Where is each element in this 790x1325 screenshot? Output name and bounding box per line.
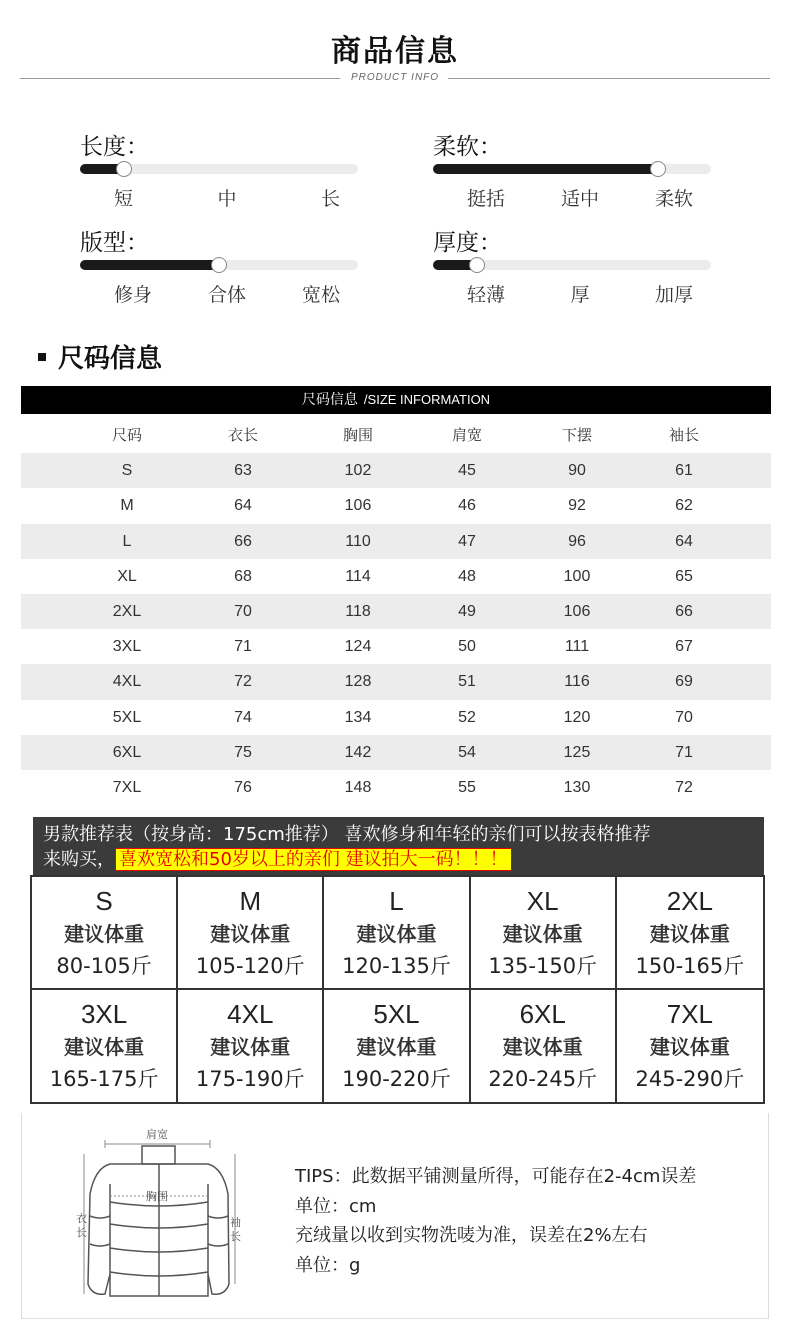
size-table-cell: 66 <box>234 532 252 550</box>
size-table-cell: M <box>120 497 134 515</box>
size-table-header-cell: 胸围 <box>342 426 373 444</box>
size-table-cell: 65 <box>675 567 693 585</box>
shoulder-label: 肩宽 <box>146 1128 168 1141</box>
attribute-ticks <box>433 184 711 211</box>
sleeve-label-b: 长 <box>230 1230 241 1243</box>
attribute-0 <box>80 132 358 211</box>
size-table-row <box>21 488 771 523</box>
size-table-cell: S <box>121 462 133 480</box>
attribute-slider-track <box>433 164 711 174</box>
size-table-cell: 128 <box>344 673 372 691</box>
recommend-weight: 190-220斤 <box>342 1066 451 1091</box>
size-table-row <box>21 559 771 594</box>
size-table-cell: 148 <box>344 779 372 796</box>
attribute-tick: 适中 <box>560 188 599 210</box>
page-subtitle: PRODUCT INFO <box>350 72 440 83</box>
attribute-tick: 加厚 <box>654 284 693 306</box>
size-table-cell: 120 <box>563 708 591 726</box>
size-table-cell: 4XL <box>112 673 142 691</box>
length-label-a: 衣 <box>76 1212 87 1225</box>
jacket-diagram-icon <box>60 1124 260 1309</box>
size-table-row <box>21 700 771 735</box>
size-table-cell: 67 <box>675 638 693 656</box>
size-table-cell: 61 <box>675 462 693 480</box>
size-table-cell: 124 <box>344 638 372 656</box>
size-table-cell: 3XL <box>112 638 142 656</box>
size-table-cell: 110 <box>345 532 371 550</box>
size-table-cell: 90 <box>568 462 586 480</box>
size-table-header-cell: 袖长 <box>668 426 699 444</box>
recommend-suggest-label: 建议体重 <box>210 1034 291 1059</box>
size-table-header-cell: 衣长 <box>227 426 258 444</box>
size-table-cell: 62 <box>675 497 693 515</box>
size-table-cell: 54 <box>458 743 476 761</box>
recommend-weight: 150-165斤 <box>635 954 745 978</box>
size-table-cell: 70 <box>234 603 252 620</box>
recommend-suggest-label: 建议体重 <box>64 1034 145 1059</box>
size-table-cell: 64 <box>675 532 693 550</box>
size-table-cell: L <box>122 532 132 550</box>
attribute-tick: 轻薄 <box>467 284 506 306</box>
recommend-weight: 175-190斤 <box>195 1066 305 1091</box>
size-table-banner-en: /SIZE INFORMATION <box>363 392 491 407</box>
size-table-row <box>21 770 771 805</box>
recommend-suggest-label: 建议体重 <box>64 922 145 946</box>
recommend-weight: 220-245斤 <box>488 1066 598 1091</box>
size-table-cell: 51 <box>458 673 476 691</box>
size-table-header-cell: 肩宽 <box>451 426 482 444</box>
size-table-cell: 130 <box>563 779 591 796</box>
size-table-cell: 76 <box>234 779 252 796</box>
size-table-cell: 64 <box>234 497 252 515</box>
recommend-cell <box>324 990 470 1103</box>
size-table-cell: 50 <box>458 638 476 656</box>
size-table-header-cell: 下摆 <box>561 426 592 444</box>
recommend-size: M <box>239 886 262 916</box>
jacket-outline <box>88 1146 229 1296</box>
size-table-cell: 100 <box>563 567 591 585</box>
size-section-title: 尺码信息 <box>58 344 163 374</box>
size-table-row <box>21 664 771 699</box>
recommend-header <box>33 817 764 875</box>
page-title: 商品信息 <box>331 34 459 69</box>
size-table-cell: 106 <box>563 603 591 620</box>
size-table-cell: 48 <box>458 567 476 585</box>
size-table-cell: 52 <box>458 708 476 726</box>
attribute-slider-knob <box>116 161 132 177</box>
attribute-3 <box>433 228 711 307</box>
attribute-slider-track <box>433 260 711 270</box>
size-table-banner <box>21 386 771 414</box>
attribute-label: 长度： <box>80 134 149 160</box>
recommend-cell <box>617 877 763 990</box>
size-table-cell: 96 <box>568 532 586 550</box>
recommend-size: 5XL <box>373 998 420 1029</box>
attribute-tick: 柔软 <box>654 188 693 210</box>
attribute-tick: 长 <box>320 188 340 210</box>
size-table-cell: 5XL <box>112 708 142 726</box>
recommend-cell <box>471 877 617 990</box>
recommend-cell <box>617 990 763 1103</box>
recommend-line2 <box>43 847 754 872</box>
size-table-cell: 45 <box>458 462 476 480</box>
attribute-tick: 合体 <box>207 284 246 306</box>
tip-line: TIPS：此数据平铺测量所得，可能存在2-4cm误差 <box>295 1166 697 1187</box>
attribute-label: 版型： <box>80 230 149 256</box>
bullet-icon <box>38 353 46 361</box>
size-table-cell: 134 <box>344 708 372 726</box>
tip-line: 单位：g <box>295 1254 361 1276</box>
size-table-cell: 118 <box>345 603 371 620</box>
recommend-line2-prefix: 来购买， <box>43 849 115 870</box>
sleeve-label-a: 袖 <box>230 1216 241 1229</box>
recommend-size: S <box>95 886 113 916</box>
attribute-tick: 中 <box>217 188 237 210</box>
size-table-cell: 74 <box>234 708 252 726</box>
attribute-slider-track <box>80 260 358 270</box>
length-label-b: 长 <box>76 1226 87 1239</box>
size-table-cell: 6XL <box>112 743 142 761</box>
recommend-cell <box>178 877 324 990</box>
size-table-cell: 72 <box>675 779 693 796</box>
recommend-weight: 135-150斤 <box>488 954 598 978</box>
recommend-weight: 245-290斤 <box>635 1066 745 1091</box>
size-table-row <box>21 453 771 488</box>
size-table-cell: 55 <box>458 779 476 796</box>
size-table-cell: 102 <box>344 462 372 480</box>
size-table-cell: 2XL <box>112 603 142 620</box>
recommend-weight: 80-105斤 <box>56 954 152 978</box>
attribute-tick: 宽松 <box>301 284 340 306</box>
size-table-cell: 70 <box>675 708 693 726</box>
recommend-cell <box>324 877 470 990</box>
recommend-size: XL <box>526 886 559 916</box>
size-table-cell: 66 <box>675 603 693 620</box>
recommend-suggest-label: 建议体重 <box>210 922 291 946</box>
tips-block <box>295 1162 696 1280</box>
recommend-suggest-label: 建议体重 <box>356 922 437 946</box>
recommend-cell <box>32 990 178 1103</box>
size-table-cell: 68 <box>234 567 252 585</box>
size-table-cell: 111 <box>564 638 590 656</box>
attribute-ticks <box>433 280 711 307</box>
attribute-tick: 挺括 <box>467 188 506 210</box>
attribute-slider-knob <box>469 257 485 273</box>
size-table-cell: 63 <box>234 462 252 480</box>
size-table-cell: 125 <box>563 743 591 761</box>
tip-line: 充绒量以收到实物洗唛为准，误差在2%左右 <box>295 1225 648 1246</box>
tip-line: 单位：cm <box>295 1195 377 1217</box>
attribute-tick: 修身 <box>114 284 153 306</box>
attribute-label: 厚度： <box>433 230 502 256</box>
recommend-suggest-label: 建议体重 <box>356 1034 437 1059</box>
recommend-weight: 165-175斤 <box>49 1066 159 1091</box>
attribute-slider-track <box>80 164 358 174</box>
recommend-size: 4XL <box>227 998 274 1029</box>
recommend-cell <box>32 877 178 990</box>
size-table-cell: 142 <box>344 743 372 761</box>
attribute-slider-knob <box>211 257 227 273</box>
attribute-slider-knob <box>650 161 666 177</box>
size-table-cell: 92 <box>568 497 586 515</box>
recommend-suggest-label: 建议体重 <box>649 1034 730 1059</box>
size-table-cell: 114 <box>345 567 371 585</box>
attribute-ticks <box>80 280 358 307</box>
size-table-row <box>21 594 771 629</box>
size-table-cell: 69 <box>675 673 693 691</box>
recommend-size: 3XL <box>80 998 128 1029</box>
size-table-cell: 72 <box>234 673 252 691</box>
chest-label: 胸围 <box>146 1190 168 1203</box>
size-table-cell: 46 <box>458 497 476 515</box>
attribute-tick: 短 <box>114 188 134 210</box>
recommend-weight: 120-135斤 <box>342 954 451 978</box>
attribute-1 <box>433 132 711 211</box>
size-table-cell: XL <box>117 567 137 585</box>
recommend-size: L <box>389 886 404 916</box>
size-table-cell: 49 <box>458 603 476 620</box>
size-table-banner-cn: 尺码信息 <box>301 392 358 408</box>
size-table-row <box>21 735 771 770</box>
recommend-grid <box>30 875 765 1104</box>
size-table-cell: 71 <box>675 743 693 761</box>
attribute-slider-fill <box>80 260 219 270</box>
size-section-heading <box>38 338 162 375</box>
attribute-label: 柔软： <box>433 134 502 160</box>
recommend-size: 2XL <box>666 886 714 916</box>
size-table-cell: 116 <box>564 673 590 691</box>
recommend-suggest-label: 建议体重 <box>502 922 583 946</box>
size-table-header <box>21 418 771 453</box>
size-table-cell: 71 <box>234 638 252 656</box>
attribute-slider-fill <box>433 164 658 174</box>
attribute-tick: 厚 <box>570 284 590 306</box>
recommend-highlight: 喜欢宽松和50岁以上的亲们 建议拍大一码！！！ <box>115 848 512 871</box>
size-table-cell: 106 <box>344 497 372 515</box>
size-table-cell: 7XL <box>112 779 142 796</box>
size-table-cell: 47 <box>458 532 476 550</box>
size-table-row <box>21 524 771 559</box>
size-table-row <box>21 629 771 664</box>
recommend-size: 6XL <box>519 998 566 1029</box>
recommend-line1: 男款推荐表（按身高：175cm推荐） 喜欢修身和年轻的亲们可以按表格推荐 <box>43 824 651 845</box>
size-table-header-cell: 尺码 <box>111 426 142 444</box>
attribute-ticks <box>80 184 358 211</box>
recommend-suggest-label: 建议体重 <box>502 1034 583 1059</box>
size-table-cell: 75 <box>234 743 252 761</box>
recommend-weight: 105-120斤 <box>195 954 305 978</box>
recommend-size: 7XL <box>666 998 714 1029</box>
attribute-2 <box>80 228 358 307</box>
recommend-cell <box>471 990 617 1103</box>
recommend-suggest-label: 建议体重 <box>649 922 730 946</box>
recommend-cell <box>178 990 324 1103</box>
